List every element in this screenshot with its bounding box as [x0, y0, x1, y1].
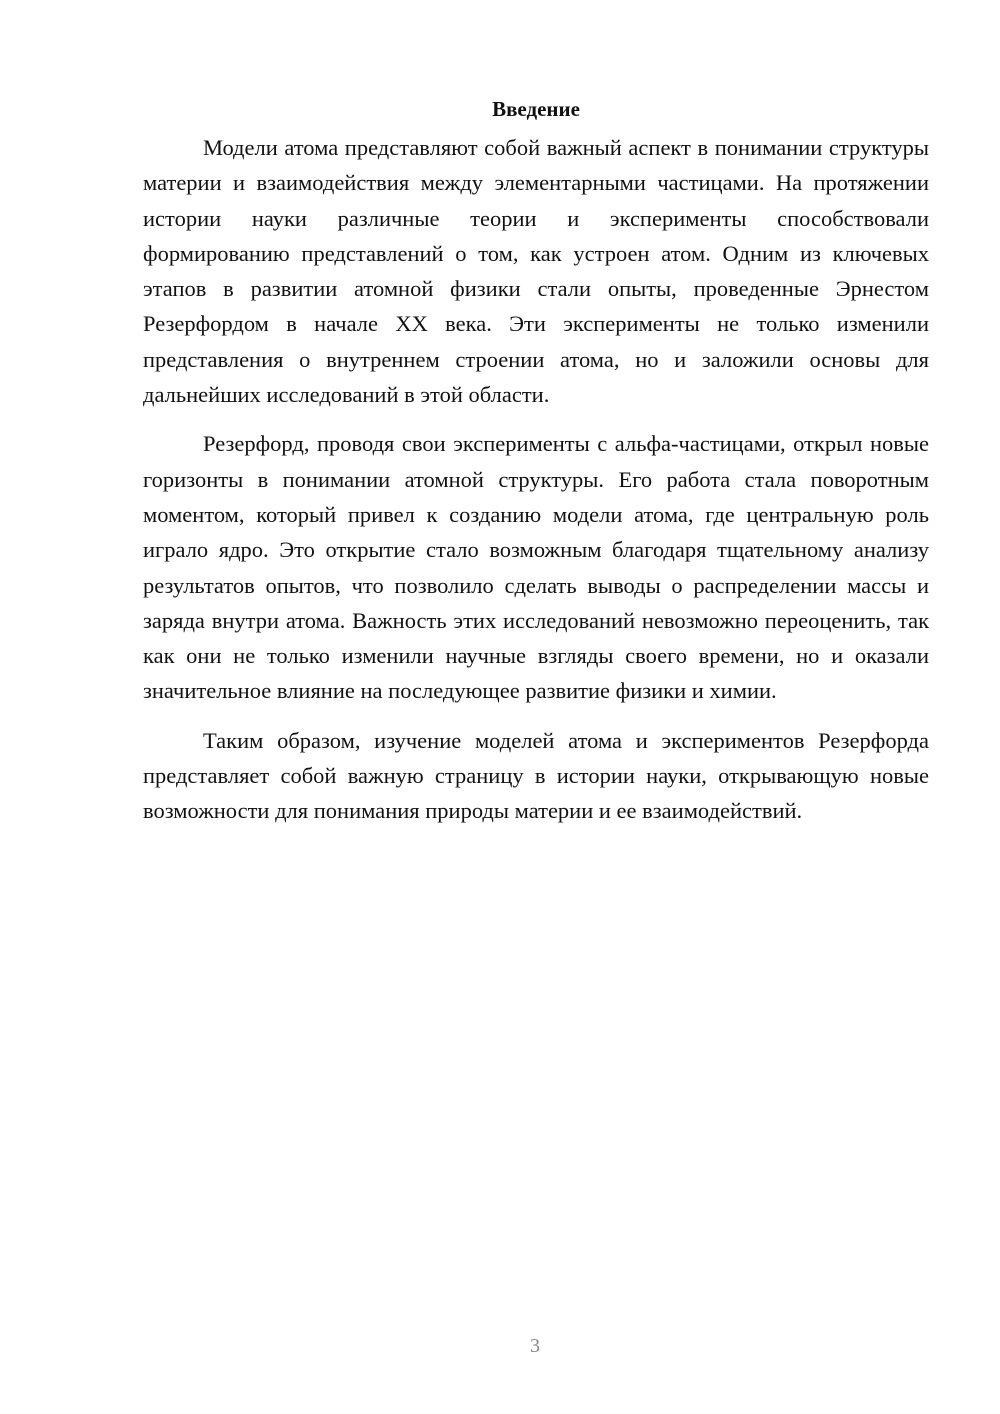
- paragraph-2: Резерфорд, проводя свои эксперименты с альфа-частицами, открыл новые горизонты в понимании атомной структуры. Его работа стала поворотным моментом, который привел к созданию модели атома, где центральную роль играло ядро. Это открытие стало возможным благодаря тщательному анализу результатов опытов, что позволило сделать выводы о распределении массы и заряда внутри атома. Важность этих исследований невозможно переоценить, так как они не только изменили научные взгляды своего времени, но и оказали значительное влияние на последующее развитие физики и химии.: [143, 431, 929, 704]
- section-heading: Введение: [492, 97, 580, 121]
- page-number: 3: [530, 1335, 540, 1357]
- page-content: [143, 94, 929, 843]
- paragraph-3: Таким образом, изучение моделей атома и экспериментов Резерфорда представляет собой важную страницу в истории науки, открывающую новые возможности для понимания природы материи и ее взаимодействий.: [143, 727, 929, 824]
- paragraph-1: Модели атома представляют собой важный аспект в понимании структуры материи и взаимодействия между элементарными частицами. На протяжении истории науки различные теории и эксперименты способствовали формированию представлений о том, как устроен атом. Одним из ключевых этапов в развитии атомной физики стали опыты, проведенные Эрнестом Резерфордом в начале XX века. Эти эксперименты не только изменили представления о внутреннем строении атома, но и заложили основы для дальнейших исследований в этой области.: [143, 135, 929, 408]
